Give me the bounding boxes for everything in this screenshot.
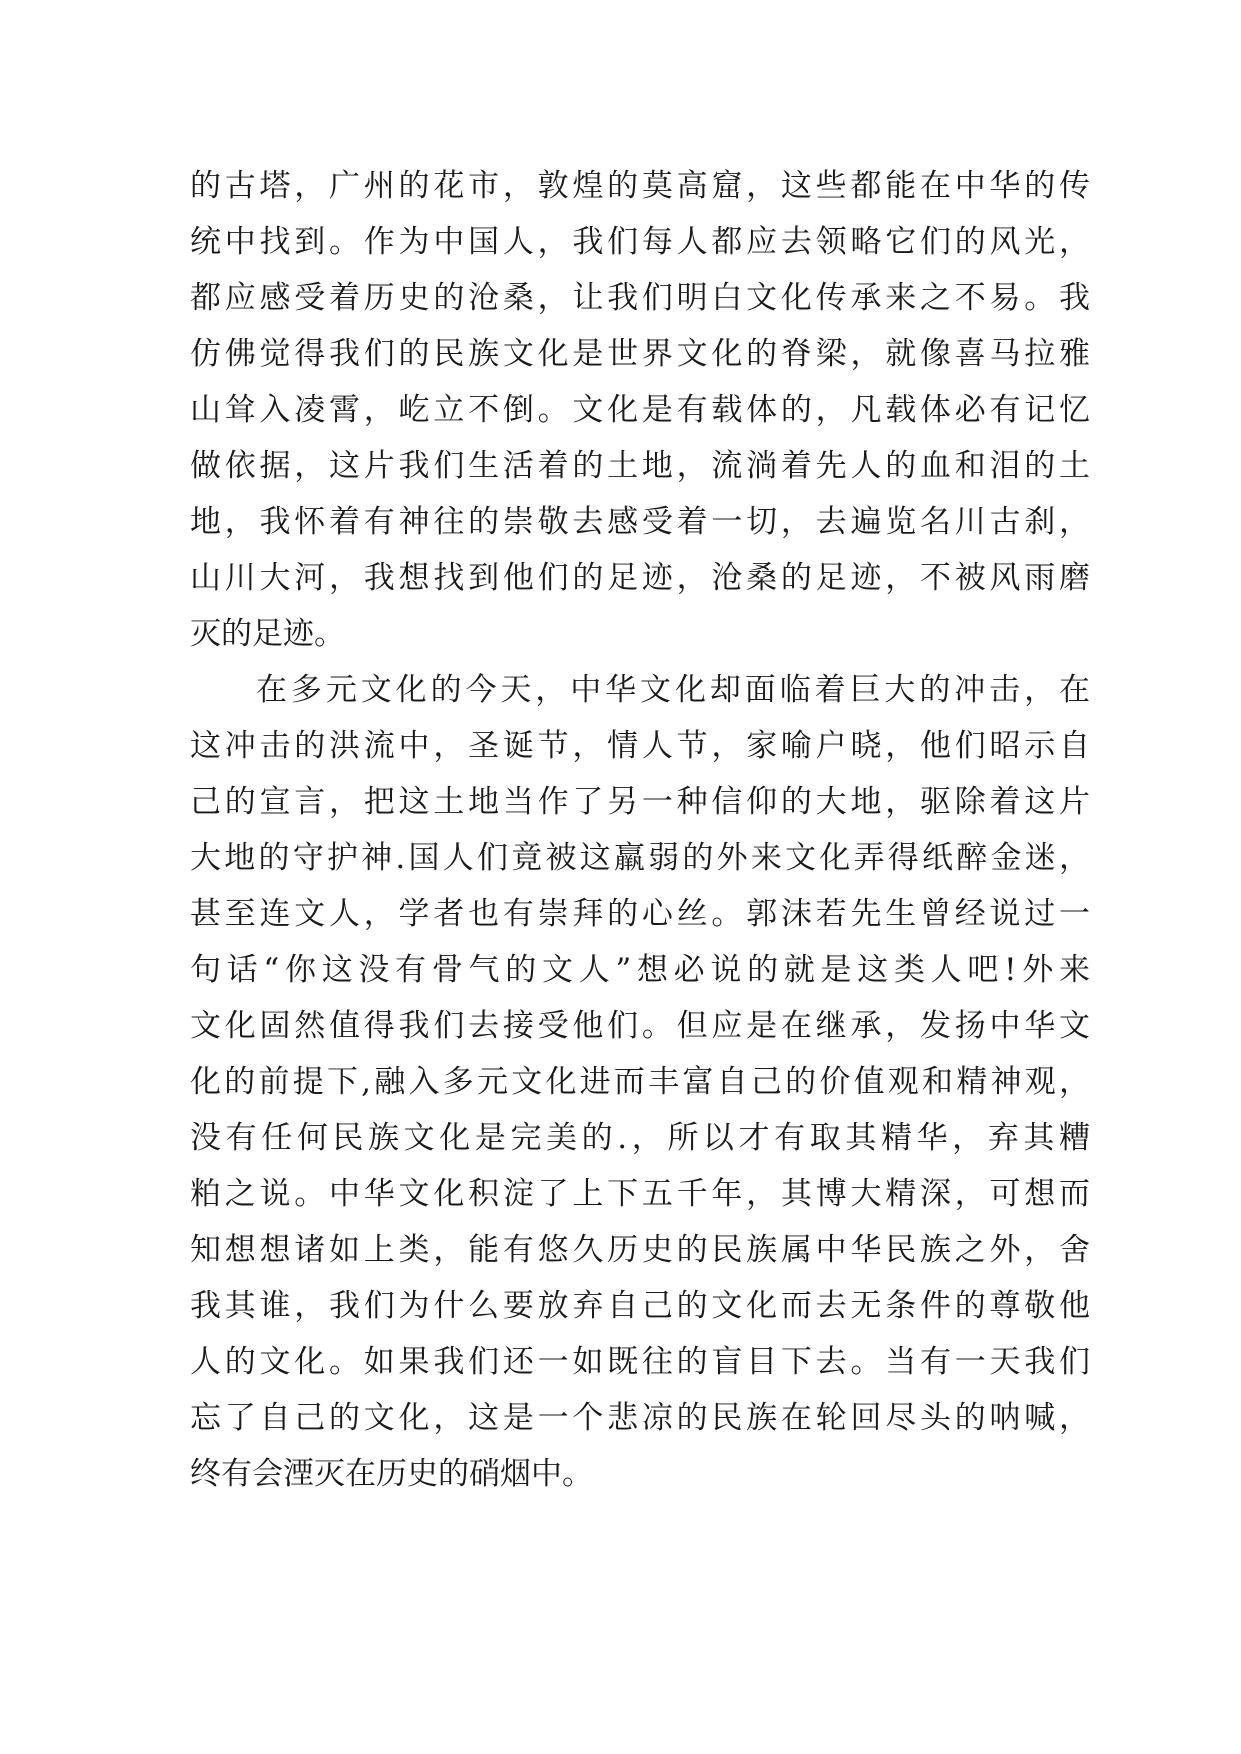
text-line: 粕之说。中华文化积淀了上下五千年，其博大精深，可想而 xyxy=(190,1176,1090,1212)
text-line: 山耸入凌霄，屹立不倒。文化是有载体的，凡载体必有记忆 xyxy=(190,392,1090,428)
text-line: 己的宣言，把这土地当作了另一种信仰的大地，驱除着这片 xyxy=(190,784,1090,820)
text-line: 这冲击的洪流中，圣诞节，情人节，家喻户晓，他们昭示自 xyxy=(190,728,1090,764)
text-line: 灭的足迹。 xyxy=(190,616,345,652)
text-line: 我其谁，我们为什么要放弃自己的文化而去无条件的尊敬他 xyxy=(190,1288,1090,1324)
text-line: 仿佛觉得我们的民族文化是世界文化的脊梁，就像喜马拉雅 xyxy=(190,336,1090,372)
text-line: 的古塔，广州的花市，敦煌的莫高窟，这些都能在中华的传 xyxy=(190,168,1090,204)
text-line: 做依据，这片我们生活着的土地，流淌着先人的血和泪的土 xyxy=(190,448,1090,484)
text-line: 忘了自己的文化，这是一个悲凉的民族在轮回尽头的呐喊， xyxy=(190,1400,1090,1436)
text-line: 句话“你这没有骨气的文人”想必说的就是这类人吧!外来 xyxy=(190,952,1090,988)
text-line: 大地的守护神.国人们竟被这羸弱的外来文化弄得纸醉金迷， xyxy=(190,840,1090,876)
text-line: 化的前提下,融入多元文化进而丰富自己的价值观和精神观， xyxy=(190,1064,1090,1100)
paragraph xyxy=(190,662,1090,1502)
text-line: 山川大河，我想找到他们的足迹，沧桑的足迹，不被风雨磨 xyxy=(190,560,1090,596)
text-line: 地，我怀着有神往的崇敬去感受着一切，去遍览名川古刹， xyxy=(190,504,1090,540)
text-line: 甚至连文人，学者也有崇拜的心丝。郭沫若先生曾经说过一 xyxy=(190,896,1090,932)
paragraph xyxy=(190,158,1090,662)
essay-body xyxy=(190,158,1090,1502)
text-line: 都应感受着历史的沧桑，让我们明白文化传承来之不易。我 xyxy=(190,280,1090,316)
text-line: 统中找到。作为中国人，我们每人都应去领略它们的风光， xyxy=(190,224,1090,260)
text-line: 终有会湮灭在历史的硝烟中。 xyxy=(190,1456,593,1492)
text-line: 在多元文化的今天，中华文化却面临着巨大的冲击，在 xyxy=(256,672,1090,708)
text-line: 文化固然值得我们去接受他们。但应是在继承，发扬中华文 xyxy=(190,1008,1090,1044)
text-line: 人的文化。如果我们还一如既往的盲目下去。当有一天我们 xyxy=(190,1344,1090,1380)
text-line: 没有任何民族文化是完美的.，所以才有取其精华，弃其糟 xyxy=(190,1120,1090,1156)
text-line: 知想想诸如上类，能有悠久历史的民族属中华民族之外，舍 xyxy=(190,1232,1090,1268)
